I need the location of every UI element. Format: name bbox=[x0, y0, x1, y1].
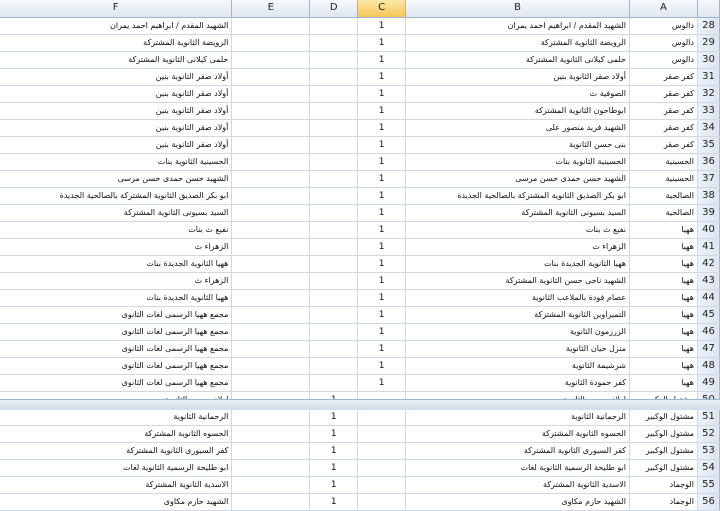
cell-c[interactable] bbox=[358, 493, 406, 510]
cell-c[interactable]: 1 bbox=[358, 221, 406, 238]
cell-d[interactable] bbox=[310, 272, 358, 289]
column-header-c[interactable]: C bbox=[358, 0, 406, 17]
cell-f[interactable]: مجمع ههيا الرسمى لغات الثانوى bbox=[0, 374, 232, 391]
cell-e[interactable] bbox=[232, 493, 310, 510]
cell-d[interactable] bbox=[310, 17, 358, 34]
row-header[interactable]: 39 bbox=[697, 204, 719, 221]
cell-f[interactable]: السيد بسيونى الثانوية المشتركة bbox=[0, 204, 232, 221]
cell-d[interactable] bbox=[310, 119, 358, 136]
cell-b[interactable]: ابو طليحة الرسمية الثانوية لغات bbox=[406, 459, 630, 476]
cell-c[interactable]: 1 bbox=[358, 340, 406, 357]
cell-d[interactable] bbox=[310, 153, 358, 170]
table-row bbox=[0, 34, 720, 51]
row-header[interactable]: 32 bbox=[697, 85, 719, 102]
cell-b[interactable]: كفر حمودة الثانوية bbox=[406, 374, 630, 391]
corner-header[interactable] bbox=[697, 0, 719, 17]
cell-b[interactable]: ابوطاحون الثانوية المشتركة bbox=[406, 102, 630, 119]
cell-f[interactable]: ههيا الثانوية الجديدة بنات bbox=[0, 289, 232, 306]
cell-c[interactable]: 1 bbox=[358, 238, 406, 255]
cell-b[interactable]: الزهراء ث bbox=[406, 238, 630, 255]
cell-e[interactable] bbox=[232, 306, 310, 323]
cell-d[interactable] bbox=[310, 323, 358, 340]
cell-b[interactable]: ابو بكر الصديق الثانوية المشتركة بالصالحية الجديدة bbox=[406, 187, 630, 204]
cell-b[interactable]: الزرزمون الثانوية bbox=[406, 323, 630, 340]
cell-b[interactable]: أولاد صقر الثانوية بنين bbox=[406, 68, 630, 85]
cell-c[interactable]: 1 bbox=[358, 153, 406, 170]
row-header[interactable]: 45 bbox=[697, 306, 719, 323]
cell-e[interactable] bbox=[232, 459, 310, 476]
cell-f[interactable]: نفيع ث بنات bbox=[0, 221, 232, 238]
cell-a[interactable]: كفر صقر bbox=[629, 102, 697, 119]
row-header[interactable]: 48 bbox=[697, 357, 719, 374]
cell-d[interactable] bbox=[310, 255, 358, 272]
cell-d[interactable] bbox=[310, 238, 358, 255]
cell-e[interactable] bbox=[232, 238, 310, 255]
cell-a[interactable]: مشتول الوكبير bbox=[629, 459, 697, 476]
cell-e[interactable] bbox=[232, 102, 310, 119]
cell-f[interactable]: كفر السيورى الثانوية المشتركة bbox=[0, 442, 232, 459]
cell-e[interactable] bbox=[232, 323, 310, 340]
cell-c[interactable] bbox=[358, 476, 406, 493]
cell-e[interactable] bbox=[232, 136, 310, 153]
table-row bbox=[0, 323, 720, 340]
cell-e[interactable] bbox=[232, 204, 310, 221]
cell-a[interactable]: ههيا bbox=[629, 306, 697, 323]
cell-a[interactable]: مشتول الوكبير bbox=[629, 425, 697, 442]
cell-f[interactable]: أولاد صقر الثانوية بنين bbox=[0, 102, 232, 119]
cell-f[interactable]: مجمع ههيا الرسمى لغات الثانوى bbox=[0, 357, 232, 374]
cell-d[interactable]: 1 bbox=[310, 408, 358, 425]
cell-b[interactable]: الصوفية ث bbox=[406, 85, 630, 102]
cell-e[interactable] bbox=[232, 289, 310, 306]
cell-b[interactable]: الحسينية الثانوية بنات bbox=[406, 153, 630, 170]
table-row bbox=[0, 136, 720, 153]
cell-c[interactable] bbox=[358, 408, 406, 425]
cell-d[interactable] bbox=[310, 85, 358, 102]
table-row bbox=[0, 289, 720, 306]
cell-a[interactable]: مشتول الوكبير bbox=[629, 442, 697, 459]
cell-b[interactable]: حلمى كيلانى الثانوية المشتركة bbox=[406, 51, 630, 68]
cell-c[interactable]: 1 bbox=[358, 306, 406, 323]
column-header-e[interactable]: E bbox=[232, 0, 310, 17]
row-header[interactable]: 28 bbox=[697, 17, 719, 34]
cell-e[interactable] bbox=[232, 187, 310, 204]
cell-f[interactable]: مجمع ههيا الرسمى لغات الثانوى bbox=[0, 306, 232, 323]
table-row bbox=[0, 357, 720, 374]
row-header[interactable]: 43 bbox=[697, 272, 719, 289]
cell-d[interactable] bbox=[310, 374, 358, 391]
table-row bbox=[0, 17, 720, 34]
cell-c[interactable]: 1 bbox=[358, 68, 406, 85]
cell-f[interactable]: ههيا الثانوية الجديدة بنات bbox=[0, 255, 232, 272]
cell-e[interactable] bbox=[232, 476, 310, 493]
cell-b[interactable]: الرحمانية الثانوية bbox=[406, 408, 630, 425]
cell-e[interactable] bbox=[232, 34, 310, 51]
cell-d[interactable] bbox=[310, 51, 358, 68]
cell-a[interactable]: دالوس bbox=[629, 51, 697, 68]
cell-f[interactable]: الرحمانية الثانوية bbox=[0, 408, 232, 425]
table-row bbox=[0, 119, 720, 136]
cell-a[interactable]: ههيا bbox=[629, 272, 697, 289]
cell-b[interactable]: التميراوين الثانوية المشتركة bbox=[406, 306, 630, 323]
cell-f[interactable]: الاسدية الثانوية المشتركة bbox=[0, 476, 232, 493]
status-bar bbox=[0, 399, 720, 410]
row-header[interactable]: 52 bbox=[697, 425, 719, 442]
cell-b[interactable]: الشهيد فريد منصور على bbox=[406, 119, 630, 136]
cell-a[interactable]: كفر صقر bbox=[629, 136, 697, 153]
cell-a[interactable]: ههيا bbox=[629, 323, 697, 340]
row-header[interactable]: 55 bbox=[697, 476, 719, 493]
cell-f[interactable]: مجمع ههيا الرسمى لغات الثانوى bbox=[0, 323, 232, 340]
cell-c[interactable]: 1 bbox=[358, 17, 406, 34]
cell-c[interactable]: 1 bbox=[358, 187, 406, 204]
row-header[interactable]: 40 bbox=[697, 221, 719, 238]
cell-e[interactable] bbox=[232, 17, 310, 34]
cell-e[interactable] bbox=[232, 255, 310, 272]
cell-a[interactable]: الوجماد bbox=[629, 493, 697, 510]
cell-f[interactable]: مجمع ههيا الرسمى لغات الثانوى bbox=[0, 340, 232, 357]
cell-b[interactable]: الشهيد حازم مكاوى bbox=[406, 493, 630, 510]
cell-d[interactable] bbox=[310, 204, 358, 221]
cell-b[interactable]: الاسدية الثانوية المشتركة bbox=[406, 476, 630, 493]
row-header[interactable]: 47 bbox=[697, 340, 719, 357]
cell-e[interactable] bbox=[232, 340, 310, 357]
cell-e[interactable] bbox=[232, 408, 310, 425]
cell-f[interactable]: الشهيد المقدم / ابراهيم احمد يمران bbox=[0, 17, 232, 34]
cell-e[interactable] bbox=[232, 119, 310, 136]
cell-e[interactable] bbox=[232, 170, 310, 187]
row-header[interactable]: 33 bbox=[697, 102, 719, 119]
table-row bbox=[0, 51, 720, 68]
cell-a[interactable]: ههيا bbox=[629, 357, 697, 374]
cell-b[interactable]: الشهيد المقدم / ابراهيم احمد يمران bbox=[406, 17, 630, 34]
cell-a[interactable]: الحسينية bbox=[629, 170, 697, 187]
cell-a[interactable]: ههيا bbox=[629, 238, 697, 255]
cell-c[interactable]: 1 bbox=[358, 102, 406, 119]
table-row bbox=[0, 306, 720, 323]
cell-d[interactable] bbox=[310, 340, 358, 357]
cell-e[interactable] bbox=[232, 85, 310, 102]
row-header[interactable]: 56 bbox=[697, 493, 719, 510]
cell-b[interactable]: ههيا الثانوية الجديدة بنات bbox=[406, 255, 630, 272]
cell-e[interactable] bbox=[232, 357, 310, 374]
cell-e[interactable] bbox=[232, 425, 310, 442]
cell-f[interactable]: أولاد صقر الثانوية بنين bbox=[0, 136, 232, 153]
row-header[interactable]: 38 bbox=[697, 187, 719, 204]
cell-e[interactable] bbox=[232, 374, 310, 391]
table-row bbox=[0, 221, 720, 238]
table-row bbox=[0, 68, 720, 85]
cell-d[interactable] bbox=[310, 306, 358, 323]
cell-b[interactable]: كفر السيورى الثانوية المشتركة bbox=[406, 442, 630, 459]
row-header[interactable]: 36 bbox=[697, 153, 719, 170]
cell-c[interactable] bbox=[358, 425, 406, 442]
row-header[interactable]: 30 bbox=[697, 51, 719, 68]
cell-a[interactable]: ههيا bbox=[629, 289, 697, 306]
cell-c[interactable]: 1 bbox=[358, 204, 406, 221]
row-header[interactable]: 35 bbox=[697, 136, 719, 153]
column-header-f[interactable]: F bbox=[0, 0, 232, 17]
cell-a[interactable]: الحسينية bbox=[629, 153, 697, 170]
cell-f[interactable]: الزهراء ث bbox=[0, 238, 232, 255]
cell-a[interactable]: الصالحية bbox=[629, 187, 697, 204]
cell-d[interactable]: 1 bbox=[310, 442, 358, 459]
cell-f[interactable]: ابو بكر الصديق الثانوية المشتركة بالصالحية الجديدة bbox=[0, 187, 232, 204]
cell-c[interactable]: 1 bbox=[358, 289, 406, 306]
row-header[interactable]: 46 bbox=[697, 323, 719, 340]
cell-d[interactable] bbox=[310, 136, 358, 153]
table-row bbox=[0, 374, 720, 391]
table-row bbox=[0, 187, 720, 204]
cell-f[interactable]: الحسوه الثانوية المشتركة bbox=[0, 425, 232, 442]
cell-b[interactable]: منزل حيان الثانوية bbox=[406, 340, 630, 357]
cell-a[interactable]: ههيا bbox=[629, 255, 697, 272]
cell-b[interactable]: السيد بسيونى الثانوية المشتركة bbox=[406, 204, 630, 221]
table-row bbox=[0, 476, 720, 493]
cell-d[interactable] bbox=[310, 102, 358, 119]
cell-f[interactable]: الشهيد حسن حمدى حسن مرسى bbox=[0, 170, 232, 187]
table-row bbox=[0, 85, 720, 102]
cell-b[interactable]: الشهيد حسن حمدى حسن مرسى bbox=[406, 170, 630, 187]
cell-e[interactable] bbox=[232, 153, 310, 170]
cell-f[interactable]: أولاد صقر الثانوية بنين bbox=[0, 85, 232, 102]
column-header-b[interactable]: B bbox=[406, 0, 630, 17]
cell-c[interactable]: 1 bbox=[358, 34, 406, 51]
cell-c[interactable]: 1 bbox=[358, 85, 406, 102]
cell-d[interactable]: 1 bbox=[310, 425, 358, 442]
cell-b[interactable]: الرويضة الثانوية المشتركة bbox=[406, 34, 630, 51]
cell-d[interactable] bbox=[310, 289, 358, 306]
table-row bbox=[0, 408, 720, 425]
table-row bbox=[0, 442, 720, 459]
cell-c[interactable] bbox=[358, 459, 406, 476]
cell-d[interactable] bbox=[310, 68, 358, 85]
table-row bbox=[0, 493, 720, 510]
table-row bbox=[0, 459, 720, 476]
cell-d[interactable] bbox=[310, 221, 358, 238]
cell-e[interactable] bbox=[232, 272, 310, 289]
cell-b[interactable]: الحسوه الثانوية المشتركة bbox=[406, 425, 630, 442]
cell-a[interactable]: كفر صقر bbox=[629, 68, 697, 85]
cell-c[interactable]: 1 bbox=[358, 323, 406, 340]
cell-b[interactable]: بنى حسن الثانوية bbox=[406, 136, 630, 153]
cell-a[interactable]: الوجماد bbox=[629, 476, 697, 493]
cell-c[interactable]: 1 bbox=[358, 170, 406, 187]
cell-b[interactable]: نفيع ث بنات bbox=[406, 221, 630, 238]
worksheet-body bbox=[0, 17, 720, 510]
cell-c[interactable]: 1 bbox=[358, 255, 406, 272]
cell-e[interactable] bbox=[232, 442, 310, 459]
cell-f[interactable]: حلمى كيلانى الثانوية المشتركة bbox=[0, 51, 232, 68]
row-header[interactable]: 41 bbox=[697, 238, 719, 255]
cell-d[interactable] bbox=[310, 34, 358, 51]
table-row bbox=[0, 340, 720, 357]
cell-a[interactable]: الصالحية bbox=[629, 204, 697, 221]
cell-d[interactable]: 1 bbox=[310, 493, 358, 510]
cell-c[interactable]: 1 bbox=[358, 51, 406, 68]
cell-f[interactable]: أولاد صقر الثانوية بنين bbox=[0, 119, 232, 136]
cell-a[interactable]: ههيا bbox=[629, 374, 697, 391]
table-row bbox=[0, 204, 720, 221]
cell-f[interactable]: الزهراء ث bbox=[0, 272, 232, 289]
cell-e[interactable] bbox=[232, 68, 310, 85]
cell-a[interactable]: دالوس bbox=[629, 17, 697, 34]
cell-f[interactable]: ابو طليحة الرسمية الثانوية لغات bbox=[0, 459, 232, 476]
cell-a[interactable]: ههيا bbox=[629, 221, 697, 238]
cell-b[interactable]: عصام فودة بالملاعب الثانوية bbox=[406, 289, 630, 306]
cell-c[interactable]: 1 bbox=[358, 119, 406, 136]
cell-c[interactable] bbox=[358, 442, 406, 459]
cell-f[interactable]: الشهيد حازم مكاوى bbox=[0, 493, 232, 510]
cell-d[interactable]: 1 bbox=[310, 476, 358, 493]
table-row bbox=[0, 272, 720, 289]
cell-f[interactable]: الرويضة الثانوية المشتركة bbox=[0, 34, 232, 51]
row-header[interactable]: 49 bbox=[697, 374, 719, 391]
cell-a[interactable]: كفر صقر bbox=[629, 85, 697, 102]
cell-f[interactable]: أولاد صقر الثانوية بنين bbox=[0, 68, 232, 85]
cell-f[interactable]: الحسينية الثانوية بنات bbox=[0, 153, 232, 170]
cell-e[interactable] bbox=[232, 51, 310, 68]
cell-c[interactable]: 1 bbox=[358, 374, 406, 391]
cell-c[interactable]: 1 bbox=[358, 272, 406, 289]
table-row bbox=[0, 153, 720, 170]
table-row bbox=[0, 238, 720, 255]
cell-a[interactable]: مشتول الوكبير bbox=[629, 408, 697, 425]
column-header-a[interactable]: A bbox=[629, 0, 697, 17]
row-header[interactable]: 37 bbox=[697, 170, 719, 187]
table-row bbox=[0, 102, 720, 119]
cell-d[interactable] bbox=[310, 170, 358, 187]
cell-d[interactable] bbox=[310, 357, 358, 374]
table-row bbox=[0, 255, 720, 272]
row-header[interactable]: 51 bbox=[697, 408, 719, 425]
cell-a[interactable]: دالوس bbox=[629, 34, 697, 51]
cell-e[interactable] bbox=[232, 221, 310, 238]
row-header[interactable]: 53 bbox=[697, 442, 719, 459]
table-row bbox=[0, 170, 720, 187]
cell-c[interactable]: 1 bbox=[358, 357, 406, 374]
row-header[interactable]: 31 bbox=[697, 68, 719, 85]
row-header[interactable]: 44 bbox=[697, 289, 719, 306]
cell-a[interactable]: ههيا bbox=[629, 340, 697, 357]
column-header-d[interactable]: D bbox=[310, 0, 358, 17]
column-header-row bbox=[0, 0, 720, 17]
cell-d[interactable]: 1 bbox=[310, 459, 358, 476]
cell-b[interactable]: الشهيد ناجى حسن الثانوية المشتركة bbox=[406, 272, 630, 289]
row-header[interactable]: 42 bbox=[697, 255, 719, 272]
cell-a[interactable]: كفر صقر bbox=[629, 119, 697, 136]
table-row bbox=[0, 425, 720, 442]
row-header[interactable]: 29 bbox=[697, 34, 719, 51]
row-header[interactable]: 34 bbox=[697, 119, 719, 136]
cell-d[interactable] bbox=[310, 187, 358, 204]
cell-b[interactable]: شرشيمة الثانوية bbox=[406, 357, 630, 374]
row-header[interactable]: 54 bbox=[697, 459, 719, 476]
cell-c[interactable]: 1 bbox=[358, 136, 406, 153]
